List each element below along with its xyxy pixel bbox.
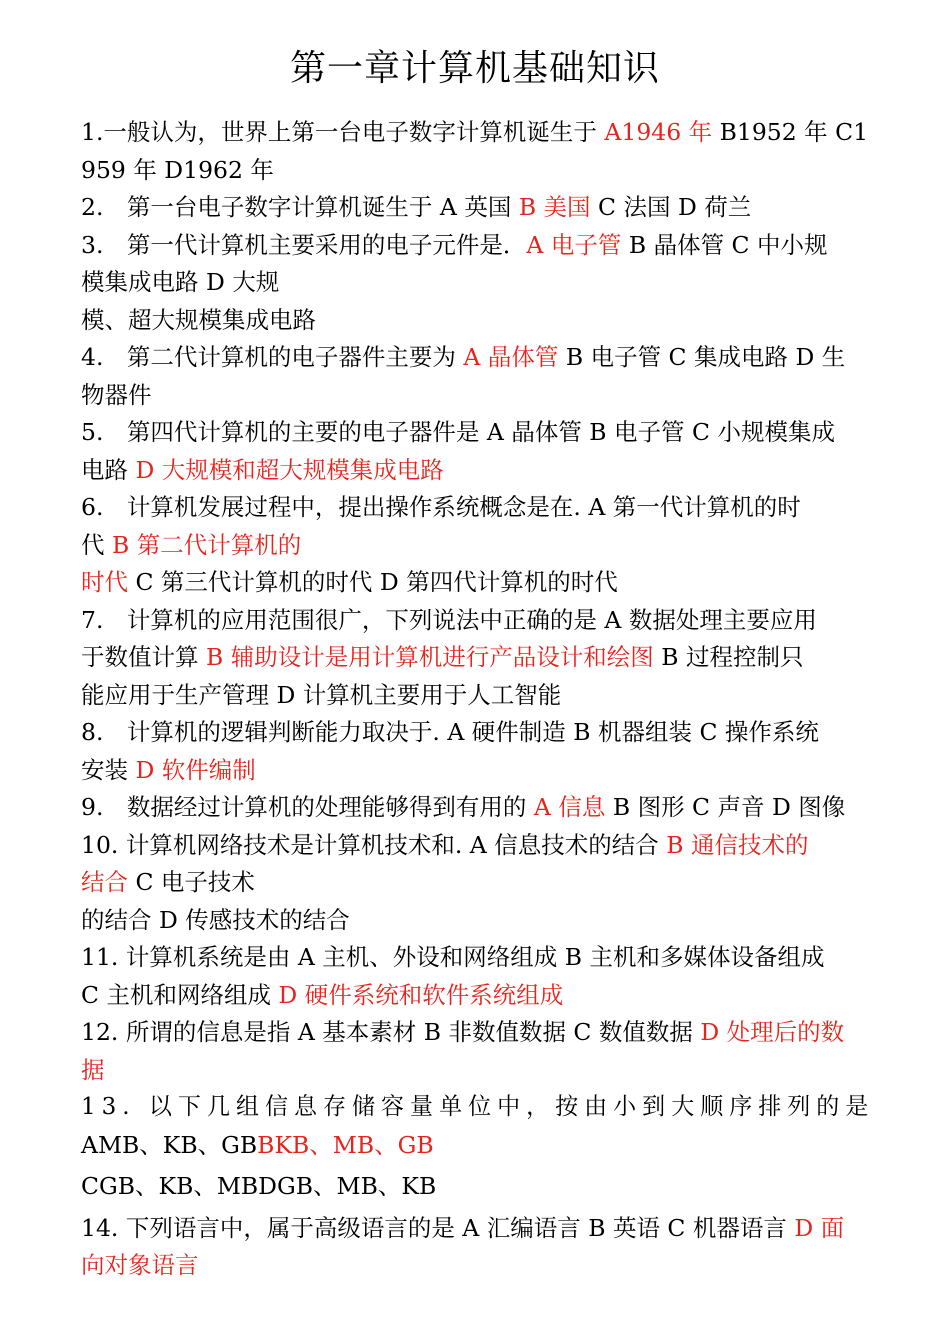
answer-highlight: B 辅助设计是用计算机进行产品设计和绘图: [205, 643, 654, 671]
text-line: [81, 902, 871, 940]
line-text: 2. 第一台电子数字计算机诞生于 A 英国: [81, 193, 519, 221]
question-list: [81, 114, 875, 1285]
text-line: [81, 264, 871, 302]
text-line: [81, 489, 871, 527]
line-text: C 电子技术: [128, 868, 255, 896]
line-text: 6. 计算机发展过程中，提出操作系统概念是在. A 第一代计算机的时: [81, 493, 801, 521]
line-text: 11. 计算机系统是由 A 主机、外设和网络组成 B 主机和多媒体设备组成: [81, 943, 825, 971]
text-line: [81, 189, 871, 227]
line-text: C 主机和网络组成: [81, 980, 279, 1009]
line-text: C 法国 D 荷兰: [590, 193, 752, 221]
text-line: [81, 789, 871, 827]
answer-highlight: 据: [81, 1055, 105, 1084]
line-text: 物器件: [81, 380, 152, 409]
text-line: [81, 452, 871, 490]
answer-highlight: B 第二代计算机的: [111, 530, 302, 559]
text-line: [81, 939, 871, 977]
line-text: 5. 第四代计算机的主要的电子器件是 A 晶体管 B 电子管 C 小规模集成: [81, 418, 835, 446]
line-text: 4. 第二代计算机的电子器件主要为: [81, 343, 464, 371]
text-line: [81, 1210, 871, 1248]
line-text: 3. 第一代计算机主要采用的电子元件是．: [81, 230, 527, 259]
line-text: 安装: [81, 755, 136, 784]
answer-highlight: 结合: [81, 868, 128, 896]
text-line: [81, 114, 871, 152]
line-text: 电路: [81, 455, 136, 484]
answer-highlight: B 通信技术的: [666, 830, 809, 859]
answer-highlight: B 美国: [518, 193, 591, 221]
line-text: 7. 计算机的应用范围很广，下列说法中正确的是 A 数据处理主要应用: [81, 605, 817, 634]
text-line: [81, 752, 871, 790]
line-text: 9. 数据经过计算机的处理能够得到有用的: [81, 793, 534, 821]
line-text: 能应用于生产管理 D 计算机主要用于人工智能: [81, 680, 562, 709]
answer-highlight: A 晶体管: [463, 343, 559, 371]
line-text: 12. 所谓的信息是指 A 基本素材 B 非数值数据 C 数值数据: [81, 1018, 701, 1046]
text-line: [81, 527, 871, 565]
line-text: 959 年 D1962 年: [81, 155, 274, 184]
text-line: [81, 827, 871, 865]
text-line: [81, 227, 871, 265]
text-line: [81, 639, 871, 677]
line-text: B 晶体管 C 中小规: [621, 230, 828, 259]
text-line: [81, 864, 871, 902]
line-text: 于数值计算: [81, 643, 206, 671]
text-line: [81, 677, 871, 715]
answer-highlight: 时代: [81, 568, 128, 596]
line-text: 模、超大规模集成电路: [81, 305, 316, 334]
line-text: 代: [81, 530, 112, 559]
line-text: B 电子管 C 集成电路 D 生: [558, 343, 846, 371]
text-line: [81, 1089, 875, 1127]
line-text: C 第三代计算机的时代 D 第四代计算机的时代: [128, 568, 618, 596]
line-text: B 过程控制只: [653, 643, 804, 671]
text-line: [81, 1247, 871, 1285]
line-text: B 图形 C 声音 D 图像: [605, 793, 846, 821]
text-line: [81, 1014, 871, 1052]
text-line: [81, 1052, 871, 1090]
line-text: AMB、KB、GB: [81, 1130, 258, 1159]
answer-highlight: D 大规模和超大规模集成电路: [135, 455, 444, 484]
text-line: [81, 564, 871, 602]
answer-highlight: BKB、MB、GB: [257, 1130, 434, 1159]
text-line: [81, 602, 871, 640]
text-line: [81, 714, 871, 752]
answer-highlight: D 硬件系统和软件系统组成: [278, 980, 564, 1009]
text-line: [81, 1168, 871, 1206]
line-text: 模集成电路 D 大规: [81, 268, 280, 296]
answer-highlight: A 信息: [533, 793, 606, 821]
answer-highlight: A 电子管: [526, 230, 622, 259]
line-text: 10. 计算机网络技术是计算机技术和. A 信息技术的结合: [81, 830, 667, 859]
line-text: B1952 年 C1: [712, 118, 869, 146]
text-line: [81, 302, 871, 340]
text-line: [81, 1127, 871, 1165]
line-text: 13. 以下几组信息存储容量单位中，按由小到大顺序排列的是: [81, 1094, 875, 1120]
text-line: [81, 152, 871, 190]
answer-highlight: A1946 年: [604, 118, 713, 146]
page-title: 第一章计算机基础知识: [289, 48, 660, 89]
text-line: [81, 377, 871, 415]
answer-highlight: D 处理后的数: [700, 1018, 845, 1046]
answer-highlight: 向对象语言: [81, 1251, 199, 1279]
text-line: [81, 977, 871, 1015]
text-line: [81, 414, 871, 452]
text-line: [81, 339, 871, 377]
line-text: CGB、KB、MBDGB、MB、KB: [81, 1172, 437, 1200]
line-text: 的结合 D 传感技术的结合: [81, 905, 350, 934]
answer-highlight: D 面: [794, 1213, 845, 1242]
line-text: 1.一般认为，世界上第一台电子数字计算机诞生于: [81, 118, 605, 146]
answer-highlight: D 软件编制: [135, 755, 256, 784]
line-text: 14. 下列语言中，属于高级语言的是 A 汇编语言 B 英语 C 机器语言: [81, 1213, 795, 1242]
line-text: 8. 计算机的逻辑判断能力取决于. A 硬件制造 B 机器组装 C 操作系统: [81, 718, 819, 746]
